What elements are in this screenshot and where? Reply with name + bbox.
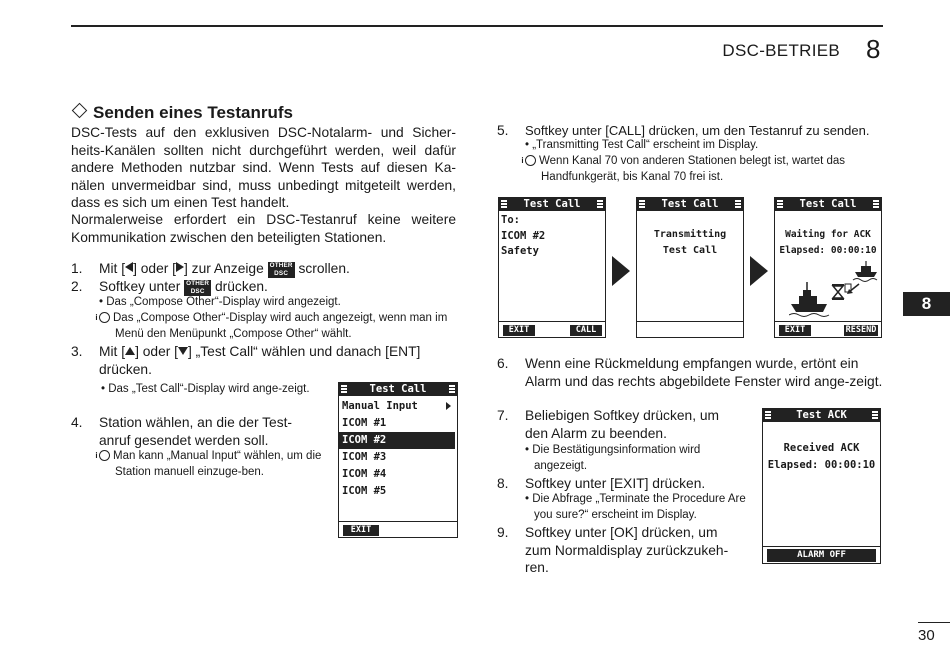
menu-icon bbox=[765, 411, 771, 419]
header-rule bbox=[71, 25, 883, 27]
test-call-text: Test Call bbox=[662, 245, 718, 256]
step-8-bullet: • Die Abfrage „Terminate the Procedure Are you sure?“ erscheint im Display. bbox=[525, 493, 746, 521]
flow-arrow-icon bbox=[612, 256, 630, 286]
list-item[interactable]: ICOM #5 bbox=[342, 485, 387, 497]
step-2-bullet: • Das „Compose Other“-Display wird angezeigt. bbox=[99, 296, 341, 308]
page-number-rule bbox=[918, 622, 950, 623]
chapter-title: DSC-BETRIEB bbox=[722, 41, 840, 60]
screen-title: Test ACK bbox=[763, 409, 880, 422]
step-5-info: i Wenn Kanal 70 von anderen Stationen belegt ist, wartet das Handfunkgerät, bis Kanal 70 frei ist. bbox=[521, 155, 846, 183]
step-5: 5. Softkey unter [CALL] drücken, um den Testanruf zu senden. bbox=[497, 123, 870, 138]
step-3: 3. Mit [ ] oder [ ] „Test Call“ wählen und danach [ENT] drücken. bbox=[71, 344, 421, 377]
step-1: 1. Mit [ ] oder [ ] zur Anzeige OTHER DSC scrollen. bbox=[71, 261, 350, 277]
flow-arrow-icon bbox=[750, 256, 768, 286]
screen-title: Test Call bbox=[637, 198, 743, 211]
step-6: 6. Wenn eine Rückmeldung empfangen wurde, ertönt ein Alarm und das rechts abgebildete Fenster wird ange-zeigt. bbox=[497, 356, 883, 389]
step-9: 9. Softkey unter [OK] drücken, um zum Normaldisplay zurückzukeh-ren. bbox=[497, 525, 729, 575]
exit-softkey[interactable]: EXIT bbox=[779, 325, 811, 336]
transmitting-text: Transmitting bbox=[653, 229, 727, 240]
resend-softkey[interactable]: RESEND bbox=[845, 325, 877, 335]
list-item[interactable]: ICOM #3 bbox=[342, 451, 387, 463]
submenu-arrow-icon bbox=[446, 402, 451, 410]
transmitting-screen bbox=[636, 197, 744, 338]
list-item[interactable]: ICOM #4 bbox=[342, 468, 387, 480]
elapsed-time: Elapsed: 00:00:10 bbox=[779, 245, 877, 256]
list-item[interactable]: ICOM #1 bbox=[342, 417, 387, 429]
list-item-selected[interactable]: ICOM #2 bbox=[339, 432, 455, 449]
left-arrow-key-icon bbox=[125, 262, 133, 272]
step-3-bullet: • Das „Test Call“-Display wird ange-zeigt. bbox=[101, 383, 310, 395]
screen-title: Test Call bbox=[499, 198, 605, 211]
elapsed-time: Elapsed: 00:00:10 bbox=[767, 459, 876, 471]
category: Safety bbox=[501, 245, 539, 257]
menu-icon bbox=[735, 200, 741, 208]
exit-softkey[interactable]: EXIT bbox=[503, 325, 535, 336]
test-call-list-screen bbox=[338, 382, 458, 538]
menu-icon bbox=[872, 411, 878, 419]
station-name: ICOM #2 bbox=[501, 229, 546, 242]
to-label: To: bbox=[501, 214, 520, 226]
diamond-icon bbox=[72, 103, 88, 119]
menu-icon bbox=[873, 200, 879, 208]
other-dsc-key-icon: OTHER DSC bbox=[269, 262, 293, 277]
exit-softkey[interactable]: EXIT bbox=[343, 525, 379, 536]
step-5-bullet: • „Transmitting Test Call“ erscheint im Display. bbox=[525, 139, 759, 151]
step-4: 4. Station wählen, an die der Test-anruf gesendet werden soll. bbox=[71, 415, 293, 448]
up-arrow-key-icon bbox=[125, 347, 135, 355]
menu-icon bbox=[341, 385, 347, 393]
menu-icon bbox=[597, 200, 603, 208]
intro-paragraph-1: DSC-Tests auf den exklusiven DSC-Notalarm- und Sicher-heits-Kanälen sollten nicht durchgeführt werden, weil dafür andere Methoden nutzbar sind. Wenn Tests auf diesen Ka-nälen unvermeidbar sind, muss unbedingt mitgeteilt werden, dass es sich um einen Test handelt. bbox=[71, 125, 456, 210]
info-icon: i bbox=[99, 450, 110, 461]
menu-icon bbox=[501, 200, 507, 208]
ships-hourglass-icon bbox=[789, 260, 879, 318]
step-2: 2. Softkey unter OTHER DSC drücken. bbox=[71, 279, 268, 295]
screen-title: Test Call bbox=[775, 198, 881, 211]
menu-icon bbox=[639, 200, 645, 208]
right-arrow-key-icon bbox=[176, 262, 184, 272]
alarm-off-softkey[interactable]: ALARM OFF bbox=[767, 549, 876, 562]
other-dsc-key-icon: OTHER DSC bbox=[186, 280, 210, 295]
screen-title: Test Call bbox=[339, 383, 457, 396]
received-ack-text: Received ACK bbox=[783, 442, 860, 454]
waiting-text: Waiting for ACK bbox=[785, 229, 871, 240]
chapter-number: 8 bbox=[866, 34, 881, 64]
step-7-bullet: • Die Bestätigungsinformation wird angezeigt. bbox=[525, 444, 701, 472]
down-arrow-key-icon bbox=[178, 347, 188, 355]
step-4-info: i Man kann „Manual Input“ wählen, um die Station manuell einzuge-ben. bbox=[95, 450, 322, 478]
intro-paragraph-2: Normalerweise erfordert ein DSC-Testanruf keine weitere Kommunikation zwischen den beteiligten Stationen. bbox=[71, 212, 456, 245]
info-icon: i bbox=[99, 312, 110, 323]
page-number: 30 bbox=[918, 627, 935, 644]
chapter-side-tab: 8 bbox=[903, 292, 950, 316]
test-ack-screen bbox=[762, 408, 881, 564]
test-call-to-screen bbox=[498, 197, 606, 338]
waiting-ack-screen bbox=[774, 197, 882, 338]
info-icon: i bbox=[525, 155, 536, 166]
menu-icon bbox=[777, 200, 783, 208]
section-heading: Senden eines Testanrufs bbox=[71, 103, 293, 123]
step-8: 8. Softkey unter [EXIT] drücken. bbox=[497, 476, 706, 491]
menu-icon bbox=[449, 385, 455, 393]
list-item[interactable]: Manual Input bbox=[342, 398, 457, 415]
call-softkey[interactable]: CALL bbox=[570, 325, 602, 336]
step-7: 7. Beliebigen Softkey drücken, um den Alarm zu beenden. bbox=[497, 408, 720, 441]
step-2-info: i Das „Compose Other“-Display wird auch angezeigt, wenn man im Menü den Menüpunkt „Compose Other“ wählt. bbox=[95, 312, 448, 340]
